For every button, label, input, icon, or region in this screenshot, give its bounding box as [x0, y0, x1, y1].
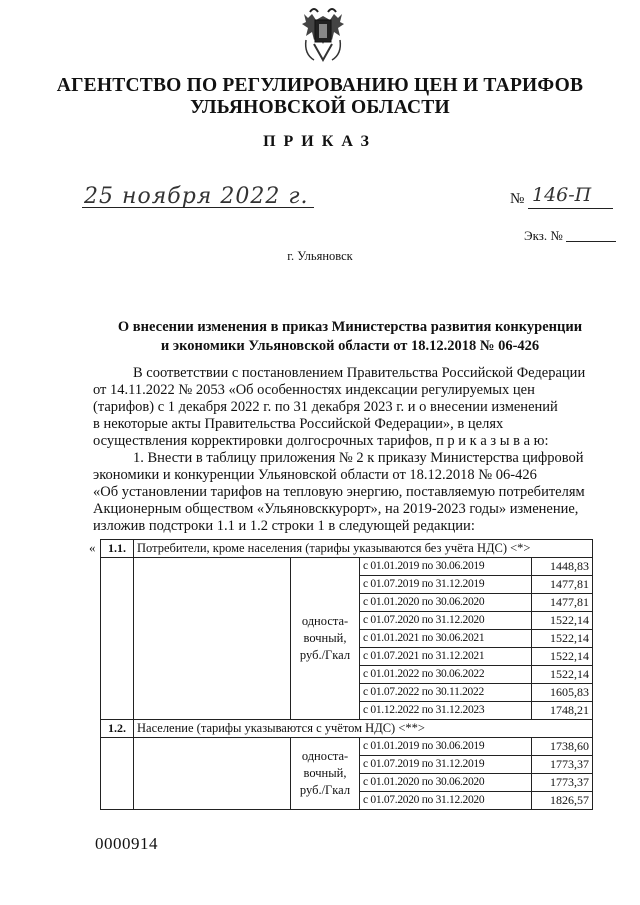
table-row [101, 558, 593, 576]
tariff-value: 1522,14 [532, 666, 593, 684]
text-line: Акционерным обществом «Ульяновсккурорт», на 2019-2023 годы» изменение, [93, 500, 579, 517]
opening-quote: « [89, 540, 96, 555]
text-line: (тарифов) с 1 декабря 2022 г. по 31 декабря 2023 г. и о внесении изменений [93, 398, 558, 415]
document-type: ПРИКАЗ [263, 133, 377, 150]
handwritten-number: 146-П [532, 184, 592, 206]
period-cell: с 01.01.2020 по 30.06.2020 [360, 594, 532, 612]
unit-cell: односта- вочный, руб./Гкал [291, 738, 360, 810]
row-number: 1.1. [101, 540, 134, 558]
tariff-value: 1477,81 [532, 576, 593, 594]
city: г. Ульяновск [287, 249, 353, 263]
period-cell: с 01.07.2020 по 31.12.2020 [360, 792, 532, 810]
handwritten-date: 25 ноября 2022 г. [84, 184, 309, 209]
table-row [101, 540, 593, 558]
period-cell: с 01.07.2019 по 31.12.2019 [360, 576, 532, 594]
period-cell: с 01.07.2020 по 31.12.2020 [360, 612, 532, 630]
tariff-value: 1605,83 [532, 684, 593, 702]
agency-name-line2: УЛЬЯНОВСКОЙ ОБЛАСТИ [190, 97, 450, 118]
number-underline [528, 208, 613, 209]
text-line: осуществления корректировки долгосрочных тарифов, п р и к а з ы в а ю: [93, 432, 549, 449]
period-cell: с 01.07.2021 по 31.12.2021 [360, 648, 532, 666]
coat-of-arms-emblem [300, 4, 346, 66]
tariff-table [100, 539, 593, 810]
text-line: В соответствии с постановлением Правительства Российской Федерации [133, 365, 586, 381]
number-label: № [510, 191, 525, 207]
row-heading: Население (тарифы указываются с учётом НДС) <**> [134, 720, 593, 738]
paragraph-preamble [93, 365, 617, 450]
tariff-value: 1826,57 [532, 792, 593, 810]
text-line: от 14.11.2022 № 2053 «Об особенностях индексации регулируемых цен [93, 381, 535, 398]
tariff-value: 1773,37 [532, 774, 593, 792]
table-row [101, 738, 593, 756]
tariff-value: 1748,21 [532, 702, 593, 720]
document-code: 0000914 [95, 834, 158, 853]
period-cell: с 01.12.2022 по 31.12.2023 [360, 702, 532, 720]
tariff-value: 1522,14 [532, 630, 593, 648]
period-cell: с 01.07.2019 по 31.12.2019 [360, 756, 532, 774]
period-cell: с 01.01.2020 по 30.06.2020 [360, 774, 532, 792]
tariff-value: 1477,81 [532, 594, 593, 612]
tariff-value: 1773,37 [532, 756, 593, 774]
date-underline [82, 207, 314, 208]
text-line: изложив подстроки 1.1 и 1.2 строки 1 в следующей редакции: [93, 517, 475, 534]
tariff-value: 1522,14 [532, 612, 593, 630]
text-line: «Об установлении тарифов на тепловую энергию, поставляемую потребителям [93, 483, 585, 500]
period-cell: с 01.07.2022 по 30.11.2022 [360, 684, 532, 702]
title-line: О внесении изменения в приказ Министерства развития конкуренции [117, 319, 583, 335]
period-cell: с 01.01.2022 по 30.06.2022 [360, 666, 532, 684]
period-cell: с 01.01.2021 по 30.06.2021 [360, 630, 532, 648]
unit-cell: односта- вочный, руб./Гкал [291, 558, 360, 720]
agency-name-line1: АГЕНТСТВО ПО РЕГУЛИРОВАНИЮ ЦЕН И ТАРИФОВ [56, 75, 584, 96]
document-title [90, 318, 610, 356]
period-cell: с 01.01.2019 по 30.06.2019 [360, 558, 532, 576]
table-row [101, 720, 593, 738]
copy-number-underline [566, 241, 616, 242]
row-number: 1.2. [101, 720, 134, 738]
row-heading: Потребители, кроме населения (тарифы указываются без учёта НДС) <*> [134, 540, 593, 558]
text-line: в некоторые акты Правительства Российской Федерации», в целях [93, 415, 504, 432]
text-line: 1. Внести в таблицу приложения № 2 к приказу Министерства цифровой [133, 450, 584, 466]
paragraph-clause-1 [93, 450, 617, 535]
tariff-value: 1738,60 [532, 738, 593, 756]
period-cell: с 01.01.2019 по 30.06.2019 [360, 738, 532, 756]
text-line: экономики и конкуренции Ульяновской области от 18.12.2018 № 06-426 [93, 466, 537, 483]
tariff-value: 1448,83 [532, 558, 593, 576]
tariff-value: 1522,14 [532, 648, 593, 666]
copy-number-label: Экз. № [524, 228, 563, 243]
title-line: и экономики Ульяновской области от 18.12.2018 № 06-426 [160, 338, 540, 354]
